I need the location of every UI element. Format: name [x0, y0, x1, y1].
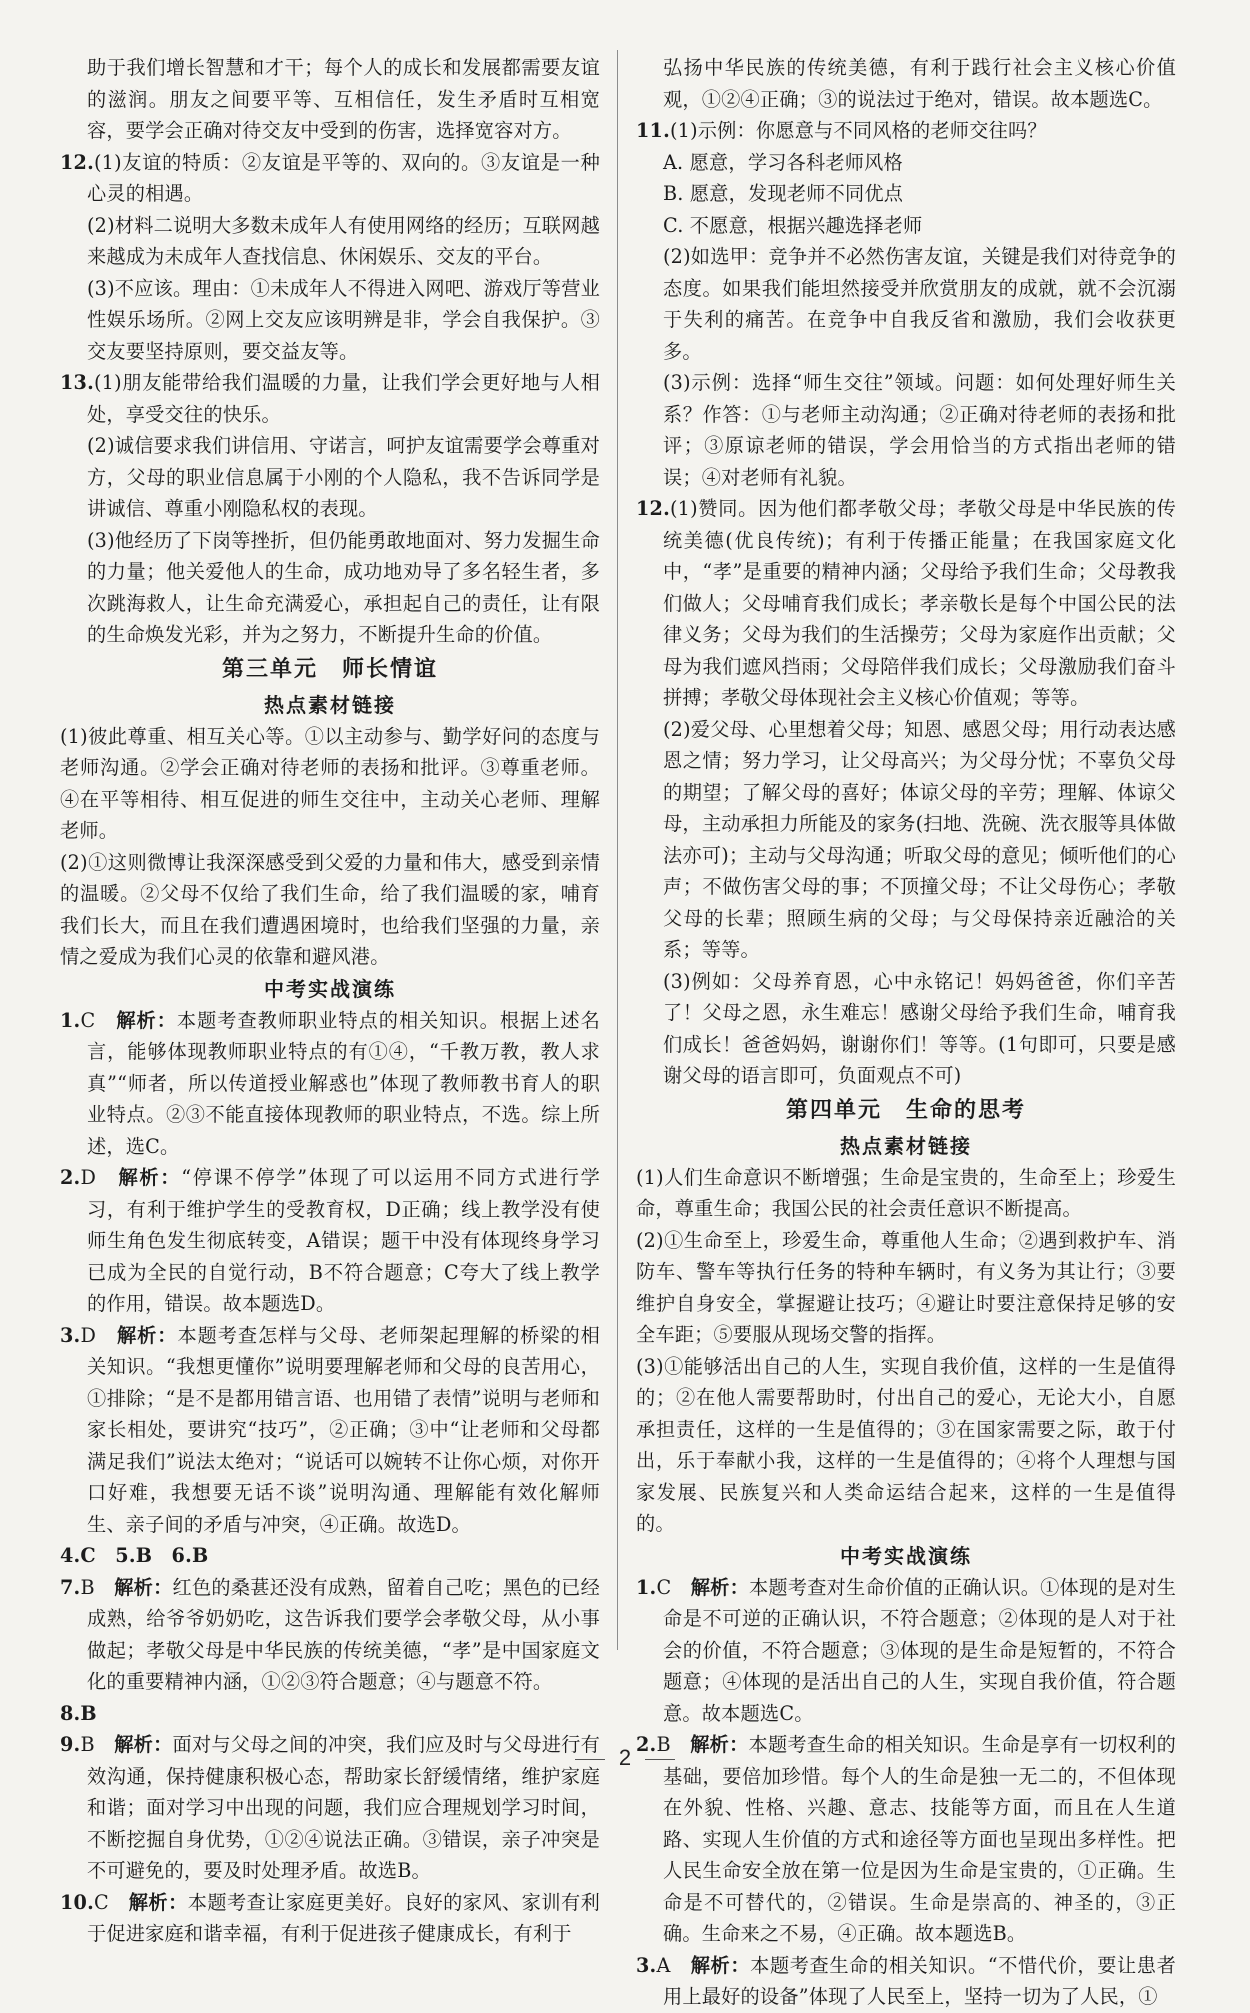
answer-choice: B: [80, 1575, 95, 1599]
answer-part: (2)如选甲：竞争并不必然伤害友谊，关键是我们对待竞争的态度。如果我们能坦然接受并欣赏朋友的成就，就不会沉溺于失利的痛苦。在竞争中自我反省和激励，我们会收获更多。: [663, 245, 1176, 363]
unit-title: 第四单元 生命的思考: [785, 1097, 1026, 1123]
questions-4-6: 4.C 5.B 6.B: [60, 1544, 209, 1567]
analysis-label: 解析：: [114, 1733, 173, 1756]
analysis-text: “停课不停学”体现了可以运用不同方式进行学习，有利于维护学生的受教育权，D正确；线上教学没有使师生角色发生彻底转变，A错误；题干中没有体现终身学习已成为全民的自觉行动，B不符合题意；C夸大了线上教学的作用，错误。故本题选D。: [87, 1166, 600, 1315]
paragraph: (3)①能够活出自己的人生，实现自我价值，这样的一生是值得的；②在他人需要帮助时，付出自己的爱心，无论大小，自愿承担责任，这样的一生是值得的；③在国家需要之际，敢于付出，乐于奉献小我，这样的一生是值得的；④将个人理想与国家发展、民族复兴和人类命运结合起来，这样的一生是值得的。: [636, 1354, 1176, 1535]
right-column: [636, 52, 1176, 2013]
question-13: [60, 367, 600, 430]
question-1: [60, 1005, 600, 1163]
analysis-label: 解析：: [118, 1166, 182, 1189]
analysis-text: 本题考查生命的相关知识。生命是享有一切权利的基础，要倍加珍惜。每个人的生命是独一无二的，不但体现在外貌、性格、兴趣、意志、技能等方面，而且在人生道路、实现人生价值的方式和途径等方面也呈现出多样性。把人民生命安全放在第一位是因为生命是宝贵的，①正确。生命是不可替代的，②错误。生命是崇高的、神圣的，③正确。生命来之不易，④正确。故本题选B。: [663, 1733, 1176, 1945]
section-title: 中考实战演练: [840, 1543, 972, 1568]
analysis-text: 本题考查怎样与父母、老师架起理解的桥梁的相关知识。“我想更懂你”说明要理解老师和父母的良苦用心，①排除；“是不是都用错言语、也用错了表情”说明与老师和家长相处，要讲究“技巧”，②正确；③中“让老师和父母都满足我们”说法太绝对；“说话可以婉转不让你心烦，对你开口好难，我想要无话不谈”说明沟通、理解能有效化解师生、亲子间的矛盾与冲突，④正确。故选D。: [87, 1323, 601, 1536]
answer-choice: B: [80, 1733, 95, 1756]
analysis-label: 解析：: [116, 1323, 178, 1347]
column-divider: [617, 50, 618, 1650]
question-3: [60, 1320, 600, 1541]
answer-choice: C: [80, 1008, 96, 1032]
answer-choice: C: [93, 1890, 109, 1914]
analysis-label: 解析：: [114, 1575, 173, 1599]
answer-text: (1)友谊的特质：②友谊是平等的、双向的。③友谊是一种心灵的相遇。: [87, 150, 600, 205]
analysis-text: 红色的桑葚还没有成熟，留着自己吃；黑色的已经成熟，给爷爷奶奶吃，这告诉我们要学会孝敬父母，从小事做起；孝敬父母是中华民族的传统美德，“孝”是中国家庭文化的重要精神内涵，①②③符合题意；④与题意不符。: [87, 1575, 600, 1693]
analysis-text: 面对与父母之间的冲突，我们应及时与父母进行有效沟通，保持健康积极心态，帮助家长舒缓情绪，维护家庭和谐；面对学习中出现的问题，我们应合理规划学习时间，不断挖掘自身优势，①②④说法正确。③错误，亲子冲突是不可避免的，要及时处理矛盾。故选B。: [87, 1733, 600, 1882]
analysis-label: 解析：: [690, 1733, 749, 1756]
option-c: C. 不愿意，根据兴趣选择老师: [663, 213, 923, 237]
page-number: [0, 1745, 1250, 1771]
answer-part: (3)他经历了下岗等挫折，但仍能勇敢地面对、努力发掘生命的力量；他关爱他人的生命，成功地劝导了多名轻生者，多次跳海救人，让生命充满爱心，承担起自己的责任，让有限的生命焕发光彩，并为之努力，不断提升生命的价值。: [87, 528, 600, 646]
question-8: 8.B: [60, 1701, 97, 1725]
answer-part: (2)材料二说明大多数未成年人有使用网络的经历；互联网越来越成为未成年人查找信息、休闲娱乐、交友的平台。: [87, 213, 600, 268]
answer-choice: D: [80, 1166, 97, 1189]
answer-text: (1)赞同。因为他们都孝敬父母；孝敬父母是中华民族的传统美德(优良传统)；有利于传播正能量；在我国家庭文化中，“孝”是重要的精神内涵；父母给予我们生命；父母教我们做人；父母哺育我们成长；孝亲敬长是每个中国公民的法律义务；父母为我们的生活操劳；父母为家庭作出贡献；父母为我们遮风挡雨；父母陪伴我们成长；父母激励我们奋斗拼搏；孝敬父母体现社会主义核心价值观；等等。: [663, 497, 1176, 709]
paragraph: 弘扬中华民族的传统美德，有利于践行社会主义核心价值观，①②④正确；③的说法过于绝对，错误。故本题选C。: [663, 56, 1176, 111]
question-7: [60, 1572, 600, 1698]
question-11: [636, 115, 1176, 147]
analysis-text: 本题考查教师职业特点的相关知识。根据上述名言，能够体现教师职业特点的有①④，“千教万教，教人求真”“师者，所以传道授业解惑也”体现了教师教书育人的职业特点。②③不能直接体现教师的职业特点，不选。综上所述，选C。: [87, 1008, 601, 1158]
answer-choice: D: [80, 1323, 97, 1347]
question-12: [636, 493, 1176, 714]
question-number: 1.: [60, 1008, 81, 1032]
question-number: 13.: [60, 371, 94, 394]
left-column: [60, 52, 600, 1950]
option-a: A. 愿意，学习各科老师风格: [663, 150, 903, 174]
dash-right: [645, 1759, 675, 1760]
answer-part: (3)不应该。理由：①未成年人不得进入网吧、游戏厅等营业性娱乐场所。②网上交友应该明辨是非，学会自我保护。③交友要坚持原则，要交益友等。: [87, 276, 600, 363]
question-number: 12.: [636, 497, 670, 520]
answer-part: (3)示例：选择“师生交往”领域。问题：如何处理好师生关系？作答：①与老师主动沟通；②正确对待老师的表扬和批评；③原谅老师的错误，学会用恰当的方式指出老师的错误；④对老师有礼貌。: [663, 371, 1176, 489]
analysis-text: 本题考查对生命价值的正确认识。①体现的是对生命是不可逆的正确认识，不符合题意；②体现的是人对于社会的价值，不符合题意；③体现的是生命是短暂的，不符合题意；④体现的是活出自己的人生，实现自我价值，符合题意。故本题选C。: [663, 1575, 1176, 1725]
unit-title: 第三单元 师长情谊: [221, 656, 438, 682]
analysis-text: 本题考查生命的相关知识。“不惜代价，要让患者用上最好的设备”体现了人民至上，坚持一切为了人民，①: [663, 1953, 1176, 2008]
paragraph: (1)人们生命意识不断增强；生命是宝贵的，生命至上；珍爱生命，尊重生命；我国公民的社会责任意识不断提高。: [636, 1165, 1176, 1220]
answer-choice: C: [656, 1575, 672, 1599]
answer-part: (2)爱父母、心里想着父母；知恩、感恩父母；用行动表达感恩之情；努力学习，让父母高兴；为父母分忧；不辜负父母的期望；了解父母的喜好；体谅父母的辛劳；理解、体谅父母，主动承担力所能及的家务(扫地、洗碗、洗衣服等具体做法亦可)；主动与父母沟通；听取父母的意见；倾听他们的心声；不做伤害父母的事；不顶撞父母；不让父母伤心；孝敬父母的长辈；照顾生病的父母；与父母保持亲近融洽的关系；等等。: [663, 717, 1176, 961]
answer-text: (1)朋友能带给我们温暖的力量，让我们学会更好地与人相处，享受交往的快乐。: [87, 371, 600, 426]
question-number: 3.: [636, 1953, 657, 1977]
analysis-label: 解析：: [690, 1575, 749, 1599]
analysis-label: 解析：: [128, 1890, 188, 1914]
question-1: [636, 1572, 1176, 1730]
paragraph: 助于我们增长智慧和才干；每个人的成长和发展都需要友谊的滋润。朋友之间要平等、互相信任，发生矛盾时互相宽容，要学会正确对待交友中受到的伤害，选择宽容对方。: [87, 56, 600, 142]
page-number-text: 2: [618, 1745, 632, 1770]
answer-part: (2)诚信要求我们讲信用、守诺言，呵护友谊需要学会尊重对方，父母的职业信息属于小刚的个人隐私，我不告诉同学是讲诚信、尊重小刚隐私权的表现。: [87, 434, 600, 520]
question-number: 12.: [60, 150, 94, 174]
paragraph: (2)①生命至上，珍爱生命，尊重他人生命；②遇到救护车、消防车、警车等执行任务的特种车辆时，有义务为其让行；③要维护自身安全，掌握避让技巧；④避让时要注意保持足够的安全车距；⑤要服从现场交警的指挥。: [636, 1228, 1176, 1346]
question-10: [60, 1887, 600, 1950]
answer-choice: A: [656, 1953, 671, 1977]
question-number: 10.: [60, 1890, 94, 1914]
question-number: 2.: [636, 1733, 657, 1756]
analysis-label: 解析：: [690, 1953, 751, 1977]
question-3: [636, 1950, 1176, 2013]
analysis-label: 解析：: [116, 1008, 177, 1032]
section-title: 热点素材链接: [840, 1133, 972, 1158]
option-b: B. 愿意，发现老师不同优点: [663, 182, 904, 205]
paragraph: (1)彼此尊重、相互关心等。①以主动参与、勤学好问的态度与老师沟通。②学会正确对待老师的表扬和批评。③尊重老师。④在平等相待、相互促进的师生交往中，主动关心老师、理解老师。: [60, 724, 600, 842]
question-number: 9.: [60, 1733, 81, 1756]
section-title: 中考实战演练: [264, 976, 396, 1001]
answer-choice: B: [656, 1733, 671, 1756]
answer-text: (1)示例：你愿意与不同风格的老师交往吗？: [669, 119, 1047, 142]
dash-left: [575, 1759, 605, 1760]
analysis-text: 本题考查让家庭更美好。良好的家风、家训有利于促进家庭和谐幸福，有利于促进孩子健康成长，有利于: [87, 1890, 600, 1945]
question-number: 7.: [60, 1575, 81, 1599]
paragraph: (2)①这则微博让我深深感受到父爱的力量和伟大，感受到亲情的温暖。②父母不仅给了我们生命，给了我们温暖的家，哺育我们长大，而且在我们遭遇困境时，也给我们坚强的力量，亲情之爱成为我们心灵的依靠和避风港。: [60, 850, 600, 968]
question-2: [60, 1162, 600, 1320]
answer-part: (3)例如：父母养育恩，心中永铭记！妈妈爸爸，你们辛苦了！父母之恩，永生难忘！感谢父母给予我们生命，哺育我们成长！爸爸妈妈，谢谢你们！等等。(1句即可，只要是感谢父母的语言即可，负面观点不可): [663, 969, 1176, 1087]
question-number: 11.: [636, 119, 670, 142]
section-title: 热点素材链接: [264, 692, 396, 717]
question-number: 2.: [60, 1166, 81, 1189]
question-number: 1.: [636, 1575, 657, 1599]
question-number: 3.: [60, 1323, 81, 1347]
question-12: [60, 147, 600, 210]
